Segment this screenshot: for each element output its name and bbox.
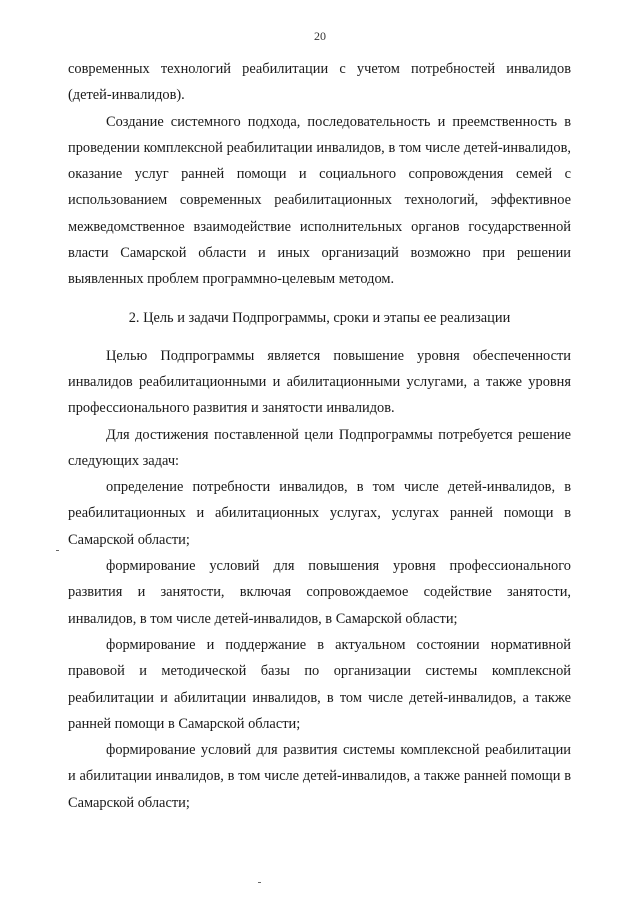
paragraph-tasks-intro: Для достижения поставленной цели Подпрограммы потребуется решение следующих задач: xyxy=(68,426,571,469)
task-item-employment: формирование условий для повышения уровня профессионального развития и занятости, включая сопровождаемое содействие занятости, инвалидов, в том числе детей-инвалидов, в Самарской области; xyxy=(68,558,571,627)
paragraph-continuation: современных технологий реабилитации с учетом потребностей инвалидов (детей-инвалидов). xyxy=(68,61,571,104)
task-item-regulatory: формирование и поддержание в актуальном состоянии нормативной правовой и методической базы по организации системы комплексной реабилитации и абилитации инвалидов, в том числе детей-инвалидов, а также ранней помощи в Самарской области; xyxy=(68,636,571,732)
scan-speck xyxy=(56,550,59,551)
scan-speck xyxy=(258,882,261,883)
document-body xyxy=(68,56,571,816)
page-number: 20 xyxy=(314,29,326,43)
task-item-needs: определение потребности инвалидов, в том числе детей-инвалидов, в реабилитационных и абилитационных услугах, услугах ранней помощи в Самарской области; xyxy=(68,479,571,548)
task-item-system: формирование условий для развития системы комплексной реабилитации и абилитации инвалидов, в том числе детей-инвалидов, а также ранней помощи в Самарской области; xyxy=(68,742,571,811)
section-heading: 2. Цель и задачи Подпрограммы, сроки и этапы ее реализации xyxy=(128,309,511,326)
paragraph-goal: Целью Подпрограммы является повышение уровня обеспеченности инвалидов реабилитационными и абилитационными услугами, а также уровня профессионального развития и занятости инвалидов. xyxy=(68,347,571,417)
paragraph-approach: Создание системного подхода, последовательность и преемственность в проведении комплексной реабилитации инвалидов, в том числе детей-инвалидов, оказание услуг ранней помощи и социального сопровождения семей с использованием современных реабилитационных технологий, эффективное межведомственное взаимодействие исполнительных органов государственной власти Самарской области и иных организаций возможно при решении выявленных проблем программно-целевым методом. xyxy=(68,113,571,288)
